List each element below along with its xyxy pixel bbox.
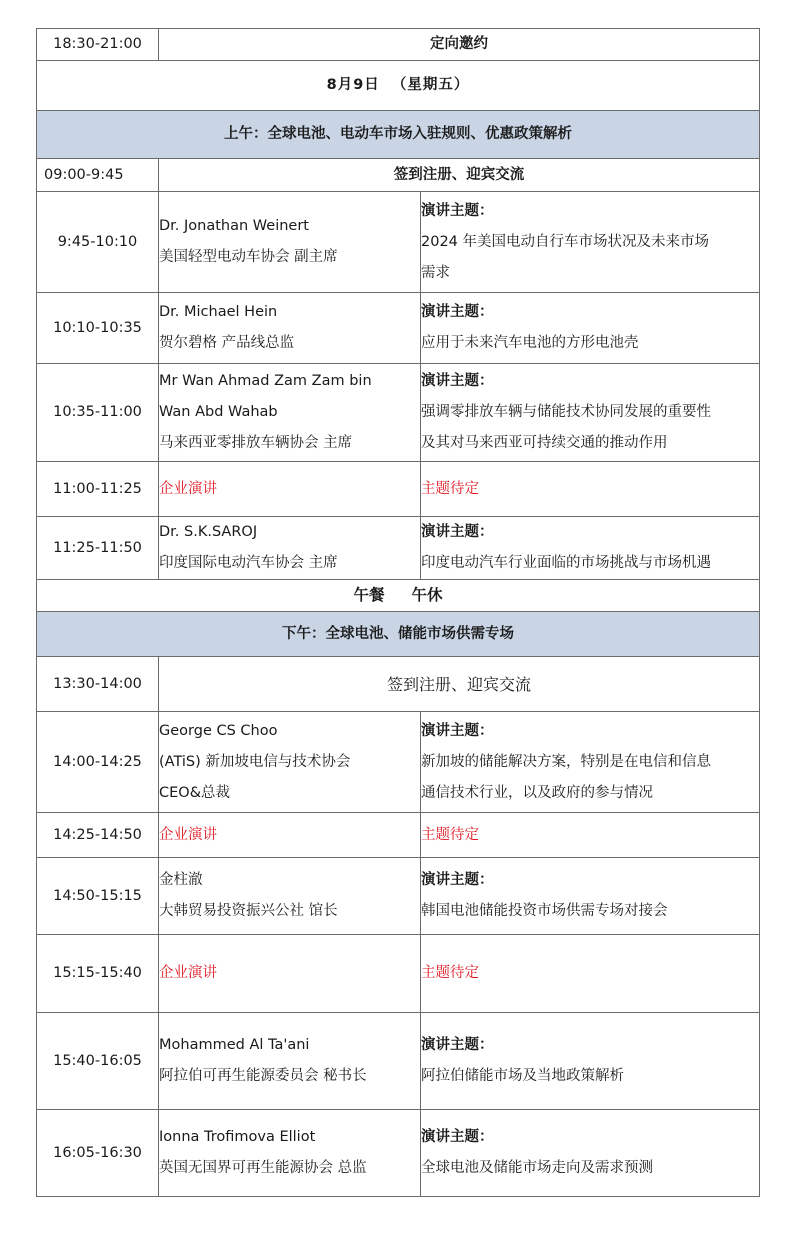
checkin-text: 签到注册、迎宾交流 [159,657,760,712]
speaker-cell [159,1013,421,1110]
speaker-name: Dr. Jonathan Weinert [159,218,309,234]
speaker-name: George CS Choo [159,722,278,739]
speaker-cell [159,364,421,462]
topic-line: 印度电动汽车行业面临的市场挑战与市场机遇 [421,555,711,571]
topic-label: 演讲主题： [421,373,494,389]
table-row [37,858,760,935]
table-row [37,657,760,712]
table-row [37,159,760,192]
time-cell: 9:45-10:10 [37,192,159,293]
time-cell: 11:25-11:50 [37,517,159,580]
table-row [37,813,760,858]
corporate-talk: 企业演讲 [159,813,421,858]
topic-cell [421,192,760,293]
time-cell: 10:35-11:00 [37,364,159,462]
topic-cell [421,712,760,813]
table-row [37,293,760,364]
topic-line: 韩国电池储能投资市场供需专场对接会 [421,903,668,919]
topic-cell [421,858,760,935]
topic-label: 演讲主题： [421,1037,494,1053]
table-row [37,29,760,61]
time-cell: 18:30-21:00 [37,29,159,61]
topic-label: 演讲主题： [421,202,494,219]
lunch-row [37,580,760,612]
time-cell: 14:00-14:25 [37,712,159,813]
speaker-title: (ATiS) 新加坡电信与技术协会 [159,753,351,770]
topic-tbd: 主题待定 [421,813,760,858]
topic-line: 阿拉伯储能市场及当地政策解析 [421,1068,624,1084]
speaker-name: Dr. Michael Hein [159,304,278,320]
topic-tbd: 主题待定 [421,462,760,517]
invite-text: 定向邀约 [159,29,760,61]
topic-line: 全球电池及储能市场走向及需求预测 [421,1160,653,1176]
time-cell: 16:05-16:30 [37,1110,159,1197]
table-row [37,1013,760,1110]
time-cell: 14:25-14:50 [37,813,159,858]
speaker-title: 美国轻型电动车协会 副主席 [159,249,338,265]
topic-line: 新加坡的储能解决方案，特别是在电信和信息 [421,753,711,770]
table-row [37,517,760,580]
time-cell: 15:15-15:40 [37,935,159,1013]
topic-cell [421,293,760,364]
topic-label: 演讲主题： [421,524,494,540]
speaker-cell [159,293,421,364]
topic-cell [421,1110,760,1197]
speaker-title: 英国无国界可再生能源协会 总监 [159,1160,367,1176]
time-cell: 14:50-15:15 [37,858,159,935]
section-band [37,111,760,159]
topic-line: 及其对马来西亚可持续交通的推动作用 [421,435,668,451]
topic-cell [421,364,760,462]
table-row [37,935,760,1013]
corporate-talk: 企业演讲 [159,935,421,1013]
topic-tbd: 主题待定 [421,935,760,1013]
speaker-cell [159,1110,421,1197]
speaker-name: Dr. S.K.SAROJ [159,524,258,540]
topic-line: 强调零排放车辆与储能技术协同发展的重要性 [421,404,711,420]
speaker-title: 贺尔碧格 产品线总监 [159,335,295,351]
topic-cell [421,517,760,580]
speaker-title: CEO&总裁 [159,784,231,801]
topic-line: 通信技术行业，以及政府的参与情况 [421,784,653,801]
topic-line: 需求 [421,264,450,281]
time-cell: 15:40-16:05 [37,1013,159,1110]
speaker-cell [159,517,421,580]
speaker-title: 印度国际电动汽车协会 主席 [159,555,338,571]
corporate-talk: 企业演讲 [159,462,421,517]
time-cell: 13:30-14:00 [37,657,159,712]
section-band [37,612,760,657]
speaker-name: Mohammed Al Ta'ani [159,1037,310,1053]
table-row [37,1110,760,1197]
topic-line: 应用于未来汽车电池的方形电池壳 [421,335,639,351]
lunch-break: 午餐 午休 [37,580,760,612]
speaker-name: Ionna Trofimova Elliot [159,1129,316,1145]
speaker-title: 大韩贸易投资振兴公社 馆长 [159,903,338,919]
speaker-name: Mr Wan Ahmad Zam Zam bin [159,373,372,389]
speaker-cell [159,192,421,293]
time-cell: 10:10-10:35 [37,293,159,364]
afternoon-title: 下午：全球电池、储能市场供需专场 [37,612,760,657]
topic-line: 2024 年美国电动自行车市场状况及未来市场 [421,233,710,250]
speaker-name: Wan Abd Wahab [159,404,278,420]
date-heading: 8月9日 （星期五） [37,61,760,111]
date-row [37,61,760,111]
table-row [37,462,760,517]
speaker-name: 金柱澈 [159,872,203,888]
time-cell: 11:00-11:25 [37,462,159,517]
topic-label: 演讲主题： [421,872,494,888]
speaker-cell [159,858,421,935]
table-row [37,192,760,293]
schedule-table [36,28,760,1197]
speaker-title: 阿拉伯可再生能源委员会 秘书长 [159,1068,367,1084]
table-row [37,712,760,813]
morning-title: 上午：全球电池、电动车市场入驻规则、优惠政策解析 [37,111,760,159]
checkin-text: 签到注册、迎宾交流 [159,159,760,192]
time-cell: 09:00-9:45 [37,159,159,192]
speaker-cell [159,712,421,813]
topic-cell [421,1013,760,1110]
topic-label: 演讲主题： [421,304,494,320]
topic-label: 演讲主题： [421,1129,494,1145]
table-row [37,364,760,462]
topic-label: 演讲主题： [421,722,494,739]
speaker-title: 马来西亚零排放车辆协会 主席 [159,435,353,451]
